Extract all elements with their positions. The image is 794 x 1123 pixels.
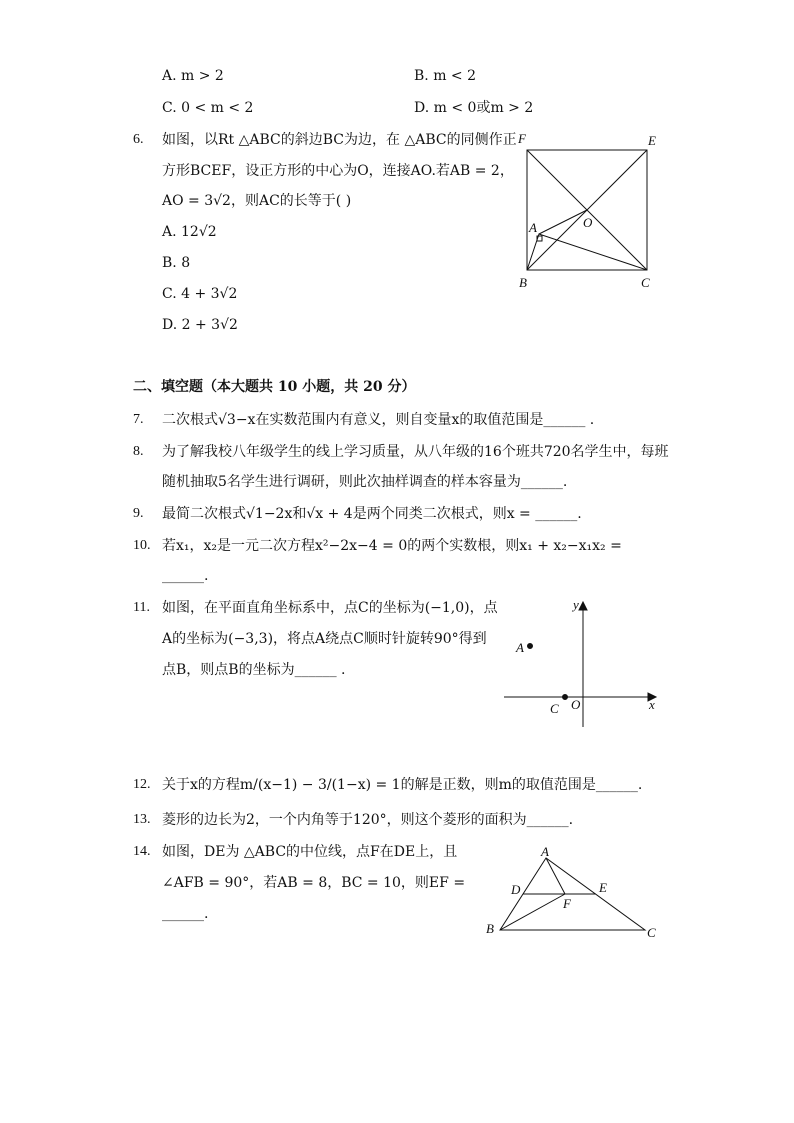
label-a: A xyxy=(529,220,537,235)
q6-line-2: 方形BCEF，设正方形的中心为O，连接AO.若AB = 2， xyxy=(162,163,514,179)
q10-line-1: 若x₁，x₂是一元二次方程x²−2x−4 = 0的两个实数根，则x₁ + x₂−x₁x₂ = xyxy=(162,538,622,554)
q6-number: 6. xyxy=(133,132,144,147)
q14-line-2: ∠AFB = 90°，若AB = 8，BC = 10，则EF = xyxy=(162,875,466,891)
label-e: E xyxy=(648,133,656,148)
q11-line-2: A的坐标为(−3,3)，将点A绕点C顺时针旋转90°得到 xyxy=(162,631,487,647)
q7-text: 二次根式√3−x在实数范围内有意义，则自变量x的取值范围是______ . xyxy=(162,412,595,428)
q8-number: 8. xyxy=(133,444,144,459)
q6-option-c: C. 4 + 3√2 xyxy=(162,286,238,302)
label-x: x xyxy=(649,697,655,712)
label-f: F xyxy=(563,896,571,911)
q6-line-3: AO = 3√2，则AC的长等于( ) xyxy=(162,193,352,209)
q8-line-1: 为了解我校八年级学生的线上学习质量，从八年级的16个班共720名学生中，每班 xyxy=(162,444,669,460)
q14-line-1: 如图，DE为 △ABC的中位线，点F在DE上，且 xyxy=(162,844,458,860)
segment-ao xyxy=(539,210,587,234)
q11-line-1: 如图，在平面直角坐标系中，点C的坐标为(−1,0)，点 xyxy=(162,600,498,616)
q9-text: 最简二次根式√1−2x和√x + 4是两个同类二次根式，则x = ______. xyxy=(162,506,582,522)
q6-square-figure xyxy=(512,128,662,296)
label-o: O xyxy=(583,215,593,230)
q6-option-a: A. 12√2 xyxy=(162,224,217,240)
q13-text: 菱形的边长为2，一个内角等于120°，则这个菱形的面积为______. xyxy=(162,812,574,828)
q6-option-d: D. 2 + 3√2 xyxy=(162,317,238,333)
q8-line-2: 随机抽取5名学生进行调研，则此次抽样调查的样本容量为______. xyxy=(162,474,568,490)
segment-bf xyxy=(500,894,565,930)
q6-option-b: B. 8 xyxy=(162,255,191,271)
q5-option-a: A. m > 2 xyxy=(162,68,224,84)
label-y: y xyxy=(573,597,579,612)
label-f: F xyxy=(518,131,526,146)
point-c xyxy=(563,695,568,700)
q7-number: 7. xyxy=(133,412,144,427)
label-b: B xyxy=(519,275,527,290)
q11-number: 11. xyxy=(133,600,150,615)
y-axis-arrow xyxy=(579,602,587,610)
section-2-title: 二、填空题（本大题共 10 小题，共 20 分） xyxy=(133,379,416,395)
segment-af xyxy=(546,858,565,894)
point-a xyxy=(528,644,533,649)
label-d: D xyxy=(511,882,521,897)
q12-text: 关于x的方程m/(x−1) − 3/(1−x) = 1的解是正数，则m的取值范围是______. xyxy=(162,777,643,793)
label-o: O xyxy=(571,697,581,712)
label-c: C xyxy=(550,701,559,716)
q14-number: 14. xyxy=(133,844,151,859)
q11-coordinate-figure xyxy=(498,592,666,728)
q6-line-1: 如图，以Rt △ABC的斜边BC为边，在 △ABC的同侧作正 xyxy=(162,132,517,148)
q9-number: 9. xyxy=(133,506,144,521)
q5-option-b: B. m < 2 xyxy=(414,68,477,84)
q5-option-c: C. 0 < m < 2 xyxy=(162,100,254,116)
label-e: E xyxy=(599,880,607,895)
q5-option-d: D. m < 0或m > 2 xyxy=(414,100,534,116)
label-a: A xyxy=(516,640,524,655)
q13-number: 13. xyxy=(133,812,151,827)
label-a: A xyxy=(541,844,549,859)
q10-number: 10. xyxy=(133,538,151,553)
q14-triangle-figure xyxy=(482,842,662,942)
label-c: C xyxy=(647,925,656,940)
label-c: C xyxy=(641,275,650,290)
label-b: B xyxy=(486,921,494,936)
q12-number: 12. xyxy=(133,777,151,792)
q10-line-2: ______. xyxy=(162,568,209,584)
q14-line-3: ______. xyxy=(162,906,209,922)
q11-line-3: 点B，则点B的坐标为______ . xyxy=(162,662,346,678)
